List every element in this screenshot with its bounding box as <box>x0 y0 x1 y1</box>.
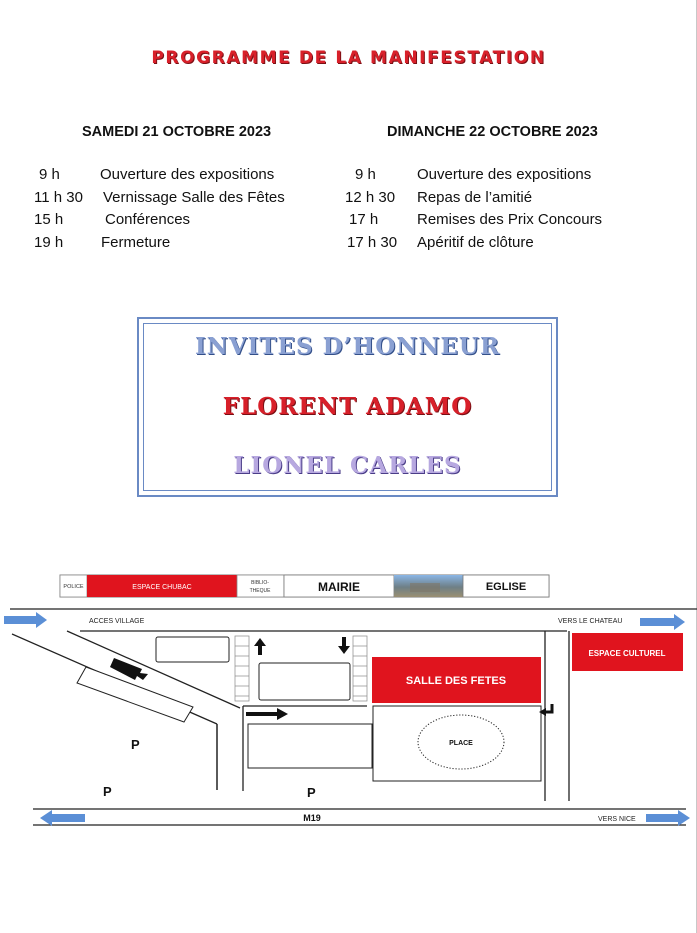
parking-marker: P <box>103 784 112 799</box>
schedule-time: 9 h <box>39 166 60 183</box>
schedule-row <box>345 164 645 187</box>
schedule-row <box>34 164 334 187</box>
schedule-event: Conférences <box>105 211 191 229</box>
pedestrian-crossing-right <box>353 636 367 701</box>
schedule-row <box>345 232 645 255</box>
schedule-event: Ouverture des expositions <box>100 166 275 183</box>
schedule-event: Repas de l’amitié <box>417 188 533 206</box>
parking-marker: P <box>131 737 140 752</box>
police-label: POLICE <box>63 584 84 590</box>
down-arrow-icon <box>338 637 350 654</box>
guests-of-honour-box <box>137 317 558 497</box>
schedule-time: 17 h 30 <box>347 233 398 251</box>
schedule-event: Ouverture des expositions <box>417 166 592 183</box>
schedule-time: 15 h <box>34 211 64 229</box>
bibliotheque-label-2: THEQUE <box>249 588 271 594</box>
up-arrow-icon <box>254 638 266 655</box>
vers-le-chateau-label: VERS LE CHATEAU <box>558 618 623 625</box>
buildings-strip <box>60 575 549 597</box>
sunday-schedule <box>345 164 645 254</box>
right-arrow-icon <box>246 708 288 720</box>
schedule-event: Vernissage Salle des Fêtes <box>103 188 285 206</box>
schedule-row <box>34 232 334 255</box>
mairie-label: MAIRIE <box>318 580 360 594</box>
parking-marker: P <box>307 785 316 800</box>
guest-name-2: LIONEL CARLES <box>233 452 462 479</box>
schedule-time: 19 h <box>34 233 64 251</box>
schedule-time: 9 h <box>355 166 376 183</box>
schedule-row <box>34 209 334 232</box>
schedule-event: Apéritif de clôture <box>417 233 534 251</box>
pedestrian-crossing-left <box>235 636 249 701</box>
exit-arrow-icon <box>40 810 85 826</box>
vers-nice-label: VERS NICE <box>598 816 636 823</box>
saturday-heading: SAMEDI 21 OCTOBRE 2023 <box>82 124 272 140</box>
turn-arrow-icon <box>545 704 552 712</box>
road-m19-label: M19 <box>303 813 321 823</box>
schedule-time: 12 h 30 <box>345 188 396 206</box>
guest-name-1: FLORENT ADAMO <box>222 393 473 420</box>
schedule-time: 17 h <box>349 211 379 229</box>
schedule-row <box>345 209 645 232</box>
schedule-row <box>345 187 645 210</box>
page-title: PROGRAMME DE LA MANIFESTATION <box>151 48 546 68</box>
eglise-label: EGLISE <box>485 581 527 593</box>
direction-arrow-icon <box>110 658 148 680</box>
salle-des-fetes-label: SALLE DES FETES <box>405 675 507 687</box>
place-label: PLACE <box>449 740 473 747</box>
espace-culturel-label: ESPACE CULTUREL <box>588 649 666 658</box>
saturday-schedule <box>34 164 334 254</box>
schedule-event: Remises des Prix Concours <box>417 211 603 229</box>
entry-arrow-icon <box>4 612 47 628</box>
schedule-event: Fermeture <box>101 233 171 251</box>
sunday-heading: DIMANCHE 22 OCTOBRE 2023 <box>387 124 598 140</box>
nice-arrow-icon <box>646 810 690 826</box>
schedule-row <box>34 187 334 210</box>
guests-heading: INVITES D’HONNEUR <box>194 333 501 360</box>
schedule-time: 11 h 30 <box>34 188 83 206</box>
acces-village-label: ACCES VILLAGE <box>89 618 145 625</box>
espace-chubac-label: ESPACE CHUBAC <box>132 584 192 591</box>
access-map <box>0 570 697 835</box>
bibliotheque-label-1: BIBLIO- <box>251 580 269 586</box>
chateau-arrow-icon <box>640 614 685 630</box>
